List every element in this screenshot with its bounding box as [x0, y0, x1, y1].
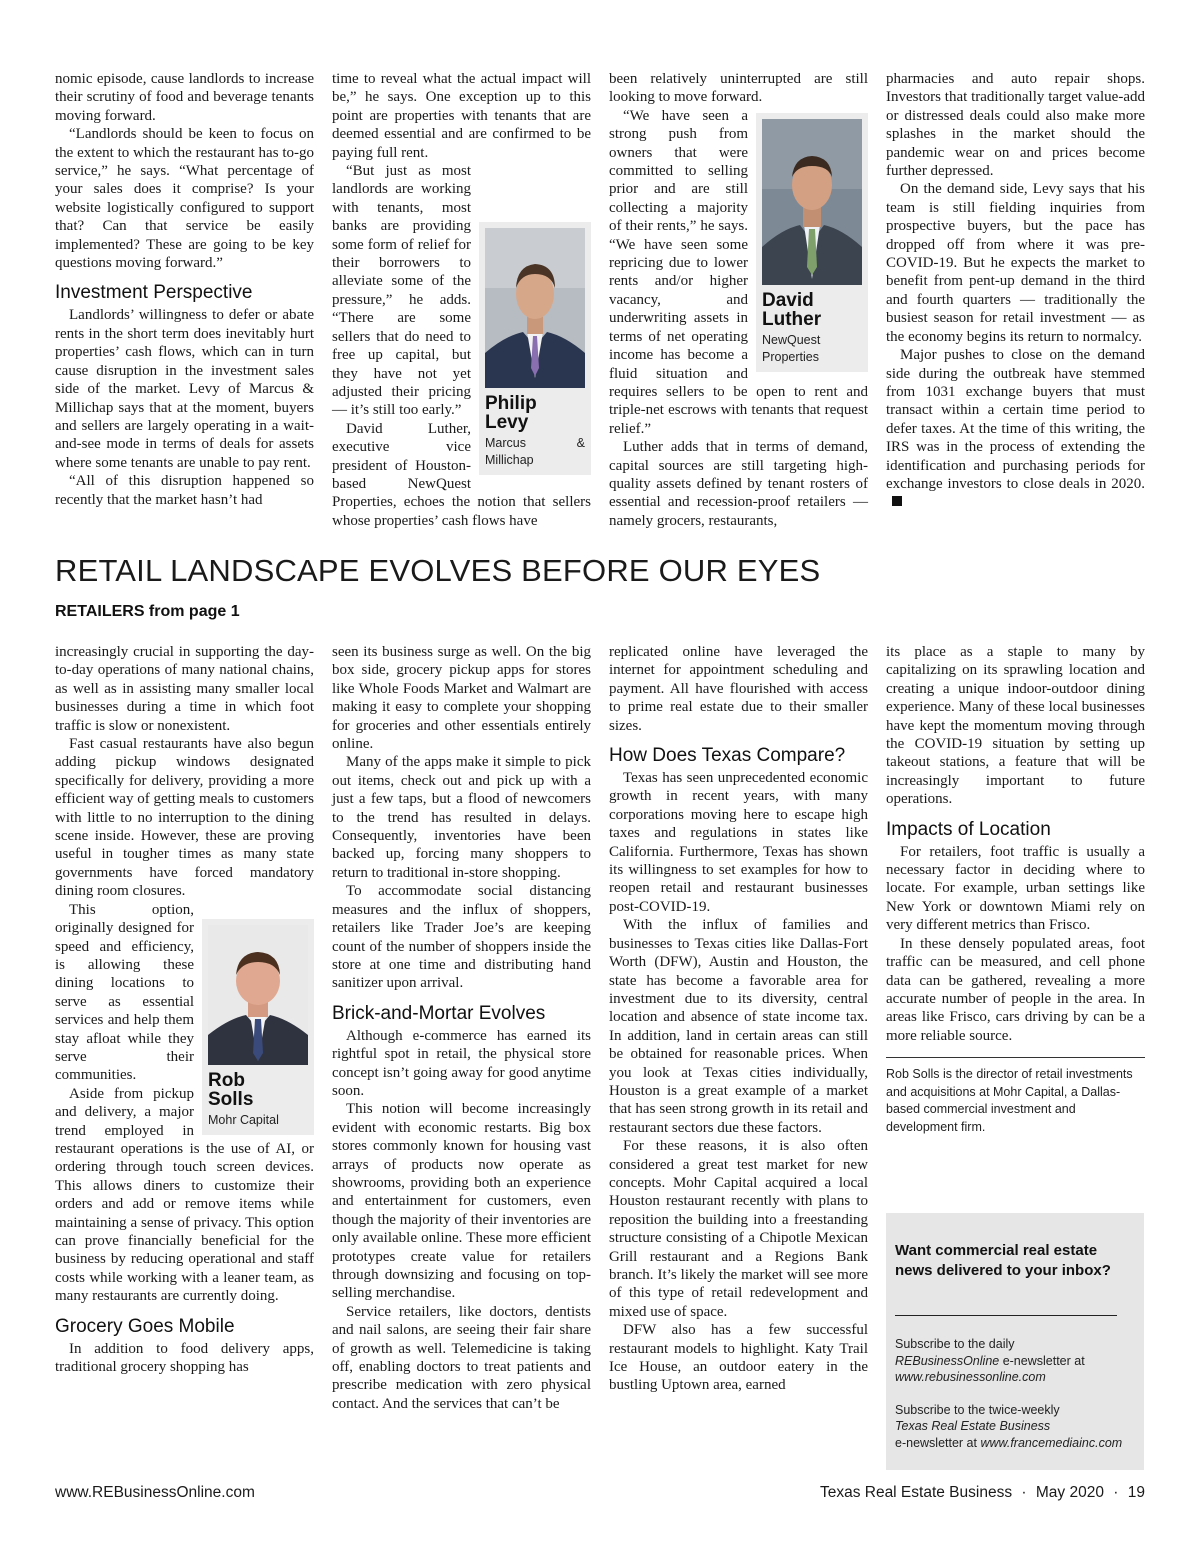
portrait-photo-icon	[485, 228, 585, 388]
author-bio: Rob Solls is the director of retail investments and acquisitions at Mohr Capital, a Dallas-based commercial investment and development firm.	[886, 1057, 1145, 1136]
footer-publication: Texas Real Estate Business	[819, 1484, 1013, 1501]
paragraph: This option, originally designed for speed and efficiency, is allowing these dining locations to serve as essential services and help them stay afloat while they serve their communities.	[55, 901, 194, 1084]
newsletter-link[interactable]: www.rebusinessonline.com	[895, 1370, 1046, 1384]
paragraph: “All of this disruption happened so recently that the market hasn’t had	[55, 473, 314, 508]
newsletter-link[interactable]: www.francemediainc.com	[980, 1435, 1123, 1450]
bottom-column-2	[332, 643, 591, 1413]
paragraph: “But just as most landlords are working with tenants, most banks are providing some form of relief for their borrowers to alleviate some of the pressure,” he adds. “There are some sellers that do need to free up capital, but they have not yet adjusted their pricing — it’s still too early.”	[332, 163, 471, 419]
photo-caption-firm: Marcus & Millichap	[485, 435, 585, 467]
paragraph: been relatively uninterrupted are still looking to move forward.	[609, 71, 868, 106]
top-column-4	[886, 70, 1145, 512]
paragraph: Service retailers, like doctors, dentists and nail salons, are seeing their fair share of growth as well. Telemedicine is taking off, enabling doctors to treat patients and prescribe medication with zero physical contact. And the services that can’t be	[332, 1303, 591, 1412]
subhead-how-does-texas-compare: How Does Texas Compare?	[609, 745, 846, 767]
photo-caption-name: David Luther	[762, 289, 822, 330]
bottom-column-1	[55, 643, 314, 1376]
paragraph: DFW also has a few successful restaurant models to highlight. Katy Trail Ice House, an outdoor eatery in the bustling Uptown area, earned	[609, 1322, 868, 1394]
portrait-photo-icon	[762, 119, 862, 285]
promo-heading: Want commercial real estate news delivered to your inbox?	[895, 1242, 1111, 1279]
photo-caption-name: Philip Levy	[485, 392, 537, 433]
end-of-story-icon	[892, 496, 902, 506]
paragraph: To accommodate social distancing measures and the influx of shoppers, retailers like Trader Joe’s are keeping count of the number of shoppers inside the store at one time and distributing hand sanitizer upon arrival.	[332, 883, 591, 992]
paragraph: With the influx of families and businesses to Texas cities like Dallas-Fort Worth (DFW), Austin and Houston, the state has become a favorable area for investment due to its diversity, central location and absence of state income tax. In addition, land in certain areas can still be obtained for reasonable prices. When you look at Texas cities individually, Houston is a great example of a market that has seen strong growth in its retail and restaurant sectors due these factors.	[609, 917, 868, 1136]
promo-divider	[895, 1315, 1117, 1316]
photo-philip-levy	[479, 222, 591, 475]
paragraph: “Landlords should be keen to focus on the extent to which the restaurant has to-go service,” he says. “What percentage of your sales does it comprise? Is your website logistically configured to support that? Can that service be easily implemented? These are going to be key questions moving forward.”	[55, 126, 314, 272]
article-headline: RETAIL LANDSCAPE EVOLVES BEFORE OUR EYES	[55, 553, 821, 588]
paragraph	[886, 346, 1145, 512]
paragraph: increasingly crucial in supporting the day-to-day operations of many national chains, as well as in assisting many smaller local businesses during a time in which foot traffic is slow or nonexistent.	[55, 644, 314, 734]
paragraph: Luther adds that in terms of demand, capital sources are still targeting high-quality assets defined by tenant rosters of essential and recession-proof retailers — namely grocers, restaurants,	[609, 439, 868, 529]
paragraph: its place as a staple to many by capitalizing on its sprawling location and creating a unique indoor-outdoor dining experience. Many of these local businesses have kept the momentum moving through the COVID-19 situation by setting up takeout stations, a feature that will be increasingly important to future operations.	[886, 644, 1145, 808]
paragraph: Although e-commerce has earned its rightful spot in retail, the physical store concept isn’t going away for good anytime soon.	[332, 1027, 591, 1099]
page-number: 19	[1127, 1484, 1145, 1501]
paragraph: David Luther, executive vice president of Houston-based NewQuest Properties, echoes the notion that sellers whose properties’ cash flows have	[332, 420, 591, 529]
top-column-3	[609, 70, 868, 530]
paragraph: Many of the apps make it simple to pick out items, check out and pick up with a just a few taps, but a flood of newcomers to the trend has resulted in delays. Consequently, inventories have been backed up, forcing many shoppers to return to traditional in-store shopping.	[332, 754, 591, 881]
subhead-investment-perspective: Investment Perspective	[55, 282, 253, 304]
paragraph: time to reveal what the actual impact will be,” he says. One exception up to this point are properties with tenants that are deemed essential and are confirmed to be paying full rent.	[332, 71, 591, 161]
portrait-photo-icon	[208, 925, 308, 1065]
photo-david-luther	[756, 113, 868, 372]
newsletter-promo-box	[886, 1213, 1144, 1470]
paragraph: seen its business surge as well. On the big box side, grocery pickup apps for stores like Whole Foods Market and Walmart are making it easy to complete your shopping for groceries and other essentials entirely online.	[332, 644, 591, 753]
paragraph: In addition to food delivery apps, traditional grocery shopping has	[55, 1340, 314, 1376]
promo-daily-subscribe: Subscribe to the daily REBusinessOnline e-newsletter at www.rebusinessonline.com	[895, 1337, 1085, 1384]
paragraph: For retailers, foot traffic is usually a necessary factor in deciding where to locate. For example, urban settings like New York or downtown Miami rely on very different metrics than Frisco.	[886, 843, 1145, 934]
paragraph: For these reasons, it is also often considered a great test market for new concepts. Mohr Capital acquired a local Houston restaurant recently with plans to reposition the building into a freestanding structure consisting of a Chipotle Mexican Grill restaurant and a Regions Bank branch. It’s likely the market will see more of this type of retail redevelopment and mixed use of space.	[609, 1138, 868, 1320]
photo-caption-firm: NewQuest Properties	[762, 332, 821, 364]
photo-rob-solls	[202, 919, 314, 1135]
promo-twice-weekly-subscribe: Subscribe to the twice-weekly Texas Real Estate Business e-newsletter at www.francemediainc.com	[895, 1402, 1123, 1450]
paragraph: nomic episode, cause landlords to increase their scrutiny of food and beverage tenants moving forward.	[55, 71, 314, 124]
paragraph: Aside from pickup and delivery, a major trend employed in restaurant operations is the use of AI, or ordering through touch screen devices. This allows diners to customize their orders and add or remove items while maintaining a sense of privacy. This option can prove financially beneficial for the business by reducing operational and staff costs while working with a leaner team, as many restaurants are currently doing.	[55, 1085, 314, 1305]
subhead-impacts-of-location: Impacts of Location	[886, 818, 1051, 840]
paragraph: In these densely populated areas, foot traffic can be measured, and cell phone data can be gathered, revealing a more accurate number of people in the area. In areas like Frisco, cars driving by can be a more reliable source.	[886, 935, 1145, 1044]
photo-caption-firm: Mohr Capital	[208, 1112, 279, 1127]
photo-caption-name: Rob Solls	[208, 1069, 254, 1110]
paragraph: pharmacies and auto repair shops. Investors that traditionally target value-add or distressed deals could also make more splashes in the market should the pandemic wear on and prices become further depressed.	[886, 71, 1145, 180]
jump-line: RETAILERS from page 1	[55, 603, 240, 620]
footer-folio	[820, 1484, 1145, 1502]
paragraph: This notion will become increasingly evident with economic restarts. Big box stores commonly known for housing vast arrays of products now operate as showrooms, providing both an experience and entertainment for customers, even though the majority of their inventories are only available online. These more efficient prototypes create value for retailers through downsizing and focusing on top-selling merchandise.	[332, 1101, 591, 1302]
paragraph: Texas has seen unprecedented economic growth in recent years, with many corporations moving here to escape high taxes and regulations in states like California. Furthermore, Texas has shown its willingness to set examples for how to reopen retail and restaurant businesses post-COVID-19.	[609, 770, 868, 915]
bottom-column-4	[886, 643, 1145, 1136]
footer-website[interactable]: www.REBusinessOnline.com	[55, 1484, 255, 1501]
subhead-brick-and-mortar: Brick-and-Mortar Evolves	[332, 1002, 546, 1024]
top-column-2	[332, 70, 591, 530]
paragraph-text: Major pushes to close on the demand side during the outbreak have stemmed from 1031 exchange buyers that must transact within a certain time period to defer taxes. At the time of this writing, the IRS was in the process of extending the identification and purchasing periods for exchange investors to close deals in 2020.	[886, 347, 1145, 492]
top-column-1	[55, 70, 314, 509]
paragraph: replicated online have leveraged the internet for appointment scheduling and payment. All have flourished with access to prime real estate due to their smaller sizes.	[609, 644, 868, 734]
subhead-grocery-goes-mobile: Grocery Goes Mobile	[55, 1315, 235, 1337]
paragraph: On the demand side, Levy says that his team is still fielding inquiries from prospective buyers, but the pace has dropped off from where it was pre-COVID-19. But he expects the market to benefit from pent-up demand in the third and fourth quarters — traditionally the busiest season for retail investment — as the economy begins its return to normalcy.	[886, 181, 1145, 345]
bottom-column-3	[609, 643, 868, 1395]
footer-separator: ·	[1021, 1484, 1027, 1501]
paragraph: Fast casual restaurants have also begun adding pickup windows designated specifically for delivery, providing a more efficient way of getting meals to customers with little to no interruption to the dining scene inside. However, these are proving useful in tougher times as many state governments have forced mandatory dining room closures.	[55, 736, 314, 900]
footer-separator: ·	[1113, 1484, 1119, 1501]
footer-date: May 2020	[1035, 1484, 1104, 1501]
paragraph: Landlords’ willingness to defer or abate rents in the short term does inevitably hurt properties’ cash flows, which can in turn cause disruption in the investment sales side of the market. Levy of Marcus & Millichap says that at the moment, buyers and sellers are largely operating in a wait-and-see mode in terms of deals for assets where some tenants are unable to pay rent.	[55, 307, 314, 471]
paragraph: “We have seen a strong push from owners that were committed to selling prior and are still collecting a majority of their rents,” he says. “We have seen some repricing due to lower rents and/or higher vacancy, and underwriting assets in terms of net operating income has become a fluid situation and requires sellers to be open to rent and triple-net escrows with tenants that request relief.”	[609, 107, 868, 437]
